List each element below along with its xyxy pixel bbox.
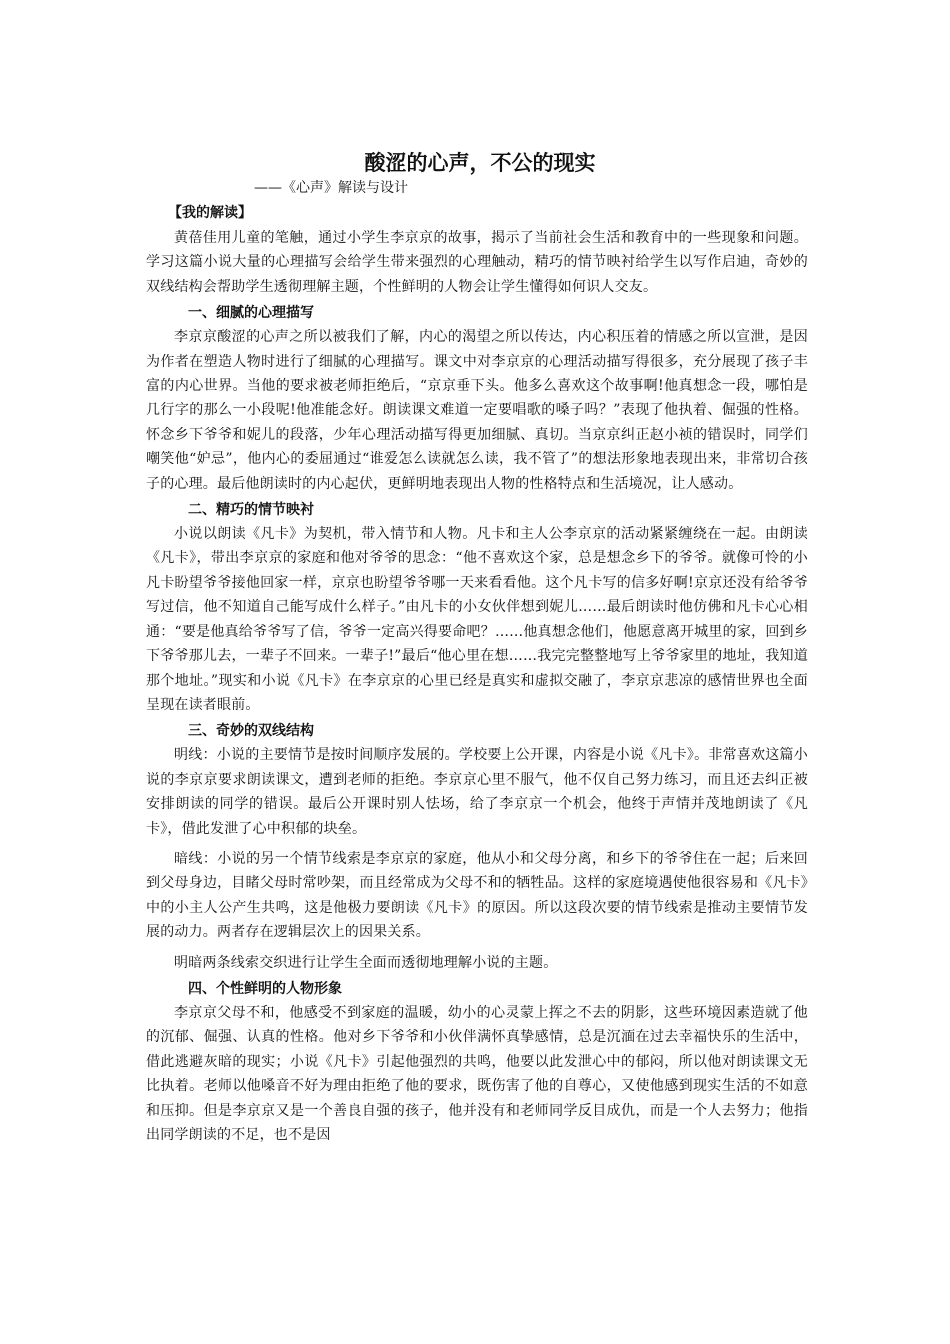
document-page (146, 150, 808, 1147)
paragraph-plot: 小说以朗读《凡卡》为契机，带入情节和人物。凡卡和主人公李京京的活动紧紧缠绕在一起。由朗读《凡卡》，带出李京京的家庭和他对爷爷的思念：“他不喜欢这个家，总是想念乡下的爷爷。就像可怜的小凡卡盼望爷爷接他回家一样，京京也盼望爷爷哪一天来看看他。这个凡卡写的信多好啊!京京还没有给爷爷写过信，他不知道自己能写成什么样子。”由凡卡的小女伙伴想到妮儿……最后朗读时他仿佛和凡卡心心相通：“要是他真给爷爷写了信，爷爷一定高兴得要命吧？……他真想念他们，他愿意离开城里的家，回到乡下爷爷那儿去，一辈子不回来。一辈子!”最后“他心里在想……我完完整整地写上爷爷家里的地址，我知道那个地址。”现实和小说《凡卡》在李京京的心里已经是真实和虚拟交融了，李京京悲凉的感情世界也全面呈现在读者眼前。 (146, 526, 808, 713)
paragraph-explicit-line: 明线：小说的主要情节是按时间顺序发展的。学校要上公开课，内容是小说《凡卡》。非常喜欢这篇小说的李京京要求朗读课文，遭到老师的拒绝。李京京心里不服气，他不仅自己努力练习，而且还去纠正被安排朗读的同学的错误。最后公开课时别人怯场，给了李京京一个机会，他终于声情并茂地朗读了《凡卡》，借此发泄了心中积郁的块垒。 (146, 747, 808, 837)
document-title: 酸涩的心声，不公的现实 (364, 151, 596, 175)
heading-plot: 二、精巧的情节映衬 (188, 502, 314, 519)
heading-character: 四、个性鲜明的人物形象 (188, 980, 342, 997)
paragraph-two-lines: 明暗两条线索交织进行让学生全面而透彻地理解小说的主题。 (174, 954, 558, 971)
document-subtitle: ——《心声》解读与设计 (254, 180, 408, 196)
section-label-my-reading: 【我的解读】 (168, 205, 252, 221)
paragraph-psychology: 李京京酸涩的心声之所以被我们了解，内心的渴望之所以传达，内心积压着的情感之所以宣泄，是因为作者在塑造人物时进行了细腻的心理描写。课文中对李京京的心理活动描写得很多，充分展现了孩子丰富的内心世界。当他的要求被老师拒绝后，“京京垂下头。他多么喜欢这个故事啊!他真想念一段，哪怕是几行字的那么一小段呢!他准能念好。朗读课文难道一定要唱歌的嗓子吗？”表现了他执着、倔强的性格。怀念乡下爷爷和妮儿的段落，少年心理活动描写得更加细腻、真切。当京京纠正赵小祯的错误时，同学们嘲笑他“妒忌”，他内心的委屈通过“谁爱怎么读就怎么读，我不管了”的想法形象地表现出来，非常切合孩子的心理。最后他朗读时的内心起伏，更鲜明地表现出人物的性格特点和生活境况，让人感动。 (146, 329, 808, 492)
intro-paragraph: 黄蓓佳用儿童的笔触，通过小学生李京京的故事，揭示了当前社会生活和教育中的一些现象和问题。学习这篇小说大量的心理描写会给学生带来强烈的心理触动，精巧的情节映衬给学生以写作启迪，奇妙的双线结构会帮助学生透彻理解主题，个性鲜明的人物会让学生懂得如何识人交友。 (146, 230, 808, 295)
paragraph-implicit-line: 暗线：小说的另一个情节线索是李京京的家庭，他从小和父母分离，和乡下的爷爷住在一起；后来回到父母身边，目睹父母时常吵架，而且经常成为父母不和的牺牲品。这样的家庭境遇使他很容易和《凡卡》中的小主人公产生共鸣，这是他极力要朗读《凡卡》的原因。所以这段次要的情节线索是推动主要情节发展的动力。两者存在逻辑层次上的因果关系。 (146, 850, 808, 941)
heading-structure: 三、奇妙的双线结构 (188, 723, 314, 740)
paragraph-character: 李京京父母不和，他感受不到家庭的温暖，幼小的心灵蒙上挥之不去的阴影，这些环境因素造就了他的沉郁、倔强、认真的性格。他对乡下爷爷和小伙伴满怀真挚感情，总是沉湎在过去幸福快乐的生活中，借此逃避灰暗的现实；小说《凡卡》引起他强烈的共鸣，他要以此发泄心中的郁闷，所以他对朗读课文无比执着。老师以他嗓音不好为理由拒绝了他的要求，既伤害了他的自尊心，又使他感到现实生活的不如意和压抑。但是李京京又是一个善良自强的孩子，他并没有和老师同学反目成仇，而是一个人去努力；他指出同学朗读的不足，也不是因 (146, 1004, 808, 1143)
heading-psychology: 一、细腻的心理描写 (188, 305, 314, 322)
